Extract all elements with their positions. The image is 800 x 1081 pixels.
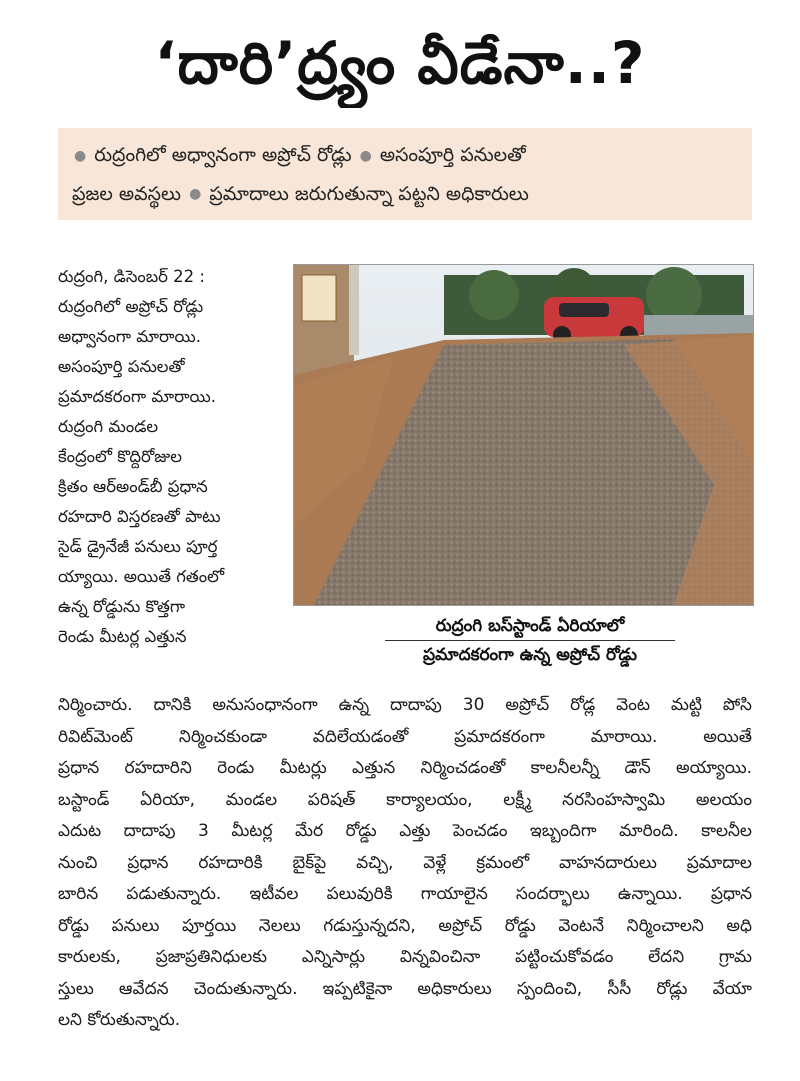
article-line: ఎదుట దాదాపు 3 మీటర్ల మేర రోడ్డు ఎత్తు పెంచడం ఇబ్బందిగా మారింది. కాలనీల [58, 821, 752, 841]
bullet-icon: ● [189, 186, 202, 202]
article-line: అధ్వానంగా మారాయి. [58, 327, 201, 346]
news-photo [293, 264, 754, 606]
article-line: క్రితం ఆర్‌అండ్‌బీ ప్రధాన [58, 477, 208, 496]
article-full-width [58, 690, 752, 1037]
photo-caption [380, 612, 680, 674]
article-line: రివిట్‌మెంట్‌ నిర్మించకుండా వదిలేయడంతో ప్రమాదకరంగా మారాయి. అయితే [58, 726, 752, 747]
highlight-text: ప్రజల అవస్థలు [72, 182, 182, 205]
road-photo-illustration [294, 265, 753, 605]
article-line: ప్రమాదకరంగా మారాయి. [58, 387, 217, 406]
article-left-column [58, 262, 288, 652]
article-line: అసంపూర్తి పనులతో [58, 357, 185, 376]
highlight-text: రుద్రంగిలో అధ్వానంగా అప్రోచ్‌ రోడ్లు [94, 144, 352, 166]
article-line: కారులకు, ప్రజాప్రతినిధులకు ఎన్నిసార్లు విన్నవించినా పట్టించుకోవడం లేదని గ్రామ [58, 947, 752, 967]
caption-line-1: రుద్రంగి బస్‌స్టాండ్‌ ఏరియాలో [435, 616, 625, 636]
article-line: రహదారి విస్తరణతో పాటు [58, 507, 221, 526]
article-line: రుద్రంగిలో అప్రోచ్‌ రోడ్లు [58, 297, 204, 316]
bullet-icon: ● [74, 147, 87, 164]
article-line: స్తులు ఆవేదన చెందుతున్నారు. ఇప్పటికైనా అధికారులు స్పందించి, సీసీ రోడ్లు వేయా [58, 978, 752, 999]
article-line: బారిన పడుతున్నారు. ఇటీవల పలువురికి గాయాలైన సందర్భాలు ఉన్నాయి. ప్రధాన [58, 884, 752, 904]
bullet-icon: ● [359, 147, 372, 164]
highlight-line-1 [72, 136, 738, 175]
article-line: బస్టాండ్‌ ఏరియా, మండల పరిషత్‌ కార్యాలయం, లక్ష్మీ నరసింహస్వామి అలయం [58, 789, 752, 810]
article-line: రెండు మీటర్ల ఎత్తున [58, 627, 187, 646]
highlight-text: అసంపూర్తి పనులతో [379, 144, 526, 166]
highlight-text: ప్రమాదాలు జరుగుతున్నా పట్టని అధికారులు [209, 182, 529, 205]
caption-line-2: ప్రమాదకరంగా ఉన్న అప్రోచ్‌ రోడ్డు [423, 645, 637, 665]
article-line: లని కోరుతున్నారు. [58, 1010, 181, 1030]
article-line: నిర్మించారు. దానికి అనుసంధానంగా ఉన్న దాదాపు 30 అప్రోచ్‌ రోడ్ల వెంట మట్టి పోసి [58, 695, 752, 715]
article-line: య్యాయి. అయితే గతంలో [58, 567, 225, 586]
article-line: రుద్రంగి మండల [58, 417, 159, 436]
article-line: కేంద్రంలో కొద్దిరోజుల [58, 447, 182, 466]
article-line: సైడ్‌ డ్రైనేజీ పనులు పూర్త [58, 537, 218, 556]
headline: ‘దారి’ద్ర్యం వీడేనా..? [154, 29, 646, 97]
article-line: రుద్రంగి, డిసెంబర్‌ 22 : [58, 267, 205, 286]
article-line: ఉన్న రోడ్డును కొత్తగా [58, 597, 186, 616]
article-line: నుంచి ప్రధాన రహదారికి బైక్‌పై వచ్చి, వెళ్లే క్రమంలో వాహనదారులు ప్రమాదాల [58, 852, 752, 873]
highlights-box [58, 128, 752, 220]
article-line: రోడ్డు పనులు పూర్తయి నెలలు గడుస్తున్నదని, అప్రోచ్‌ రోడ్డు వెంటనే నిర్మించాలని అధి [58, 915, 752, 936]
highlight-line-2 [72, 175, 738, 214]
article-line: ప్రధాన రహదారిని రెండు మీటర్లు ఎత్తున నిర్మించడంతో కాలనీలన్నీ డౌన్‌ అయ్యాయి. [58, 758, 752, 778]
